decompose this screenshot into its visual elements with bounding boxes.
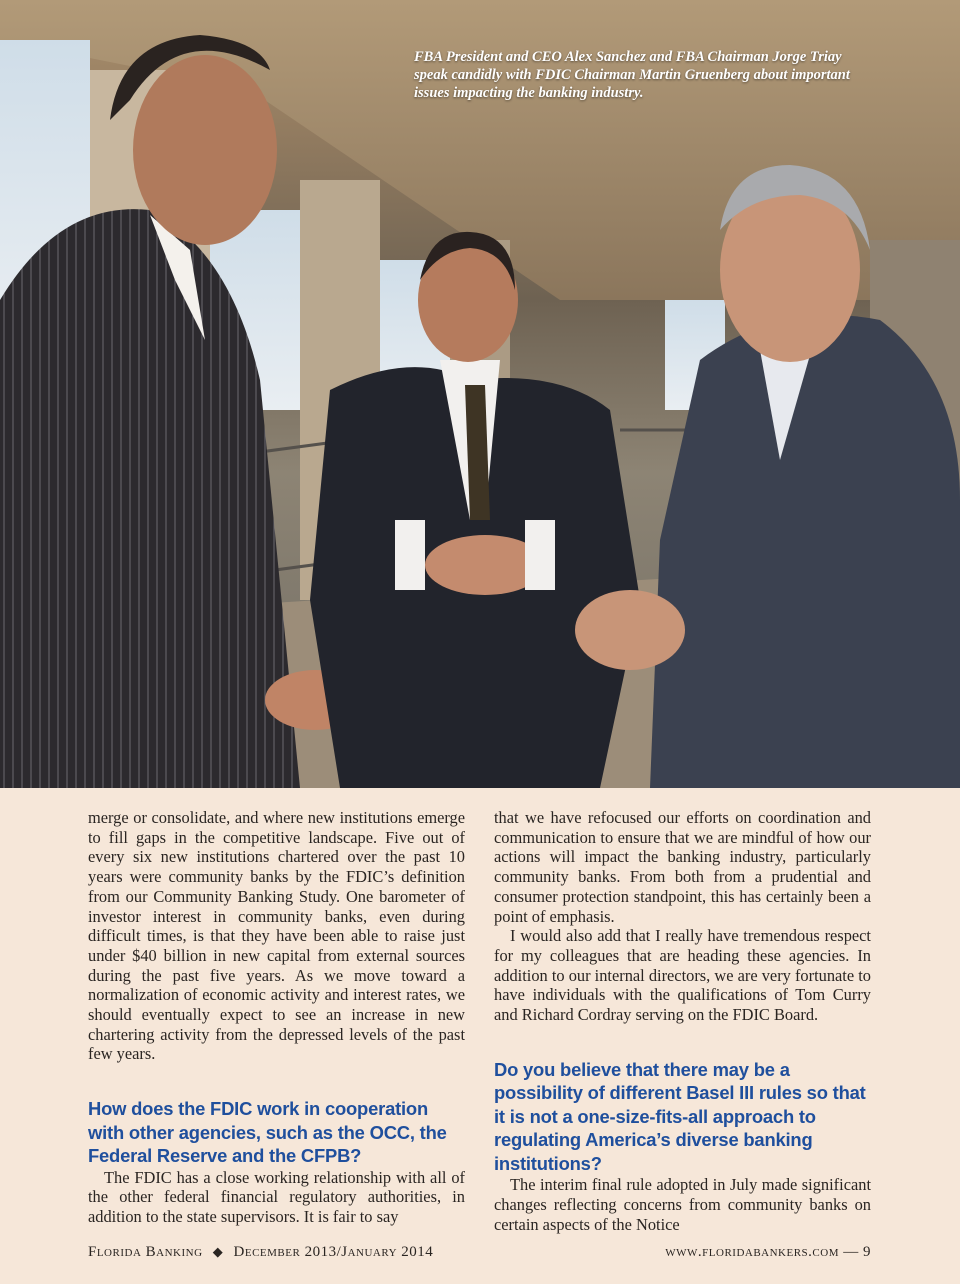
publication-name: Florida Banking	[88, 1244, 203, 1260]
website-link[interactable]: www.floridabankers.com	[665, 1244, 839, 1260]
left-column	[88, 808, 465, 1227]
body-paragraph: merge or consolidate, and where new institutions emerge to fill gaps in the competitive landscape. Five out of every six new institutions chartered over the past 10 years were community banks by the FDIC’s definition from our Community Banking Study. One barometer of investor interest in community banks, even during difficult times, is that they have been able to raise just under $40 billion in new capital from external sources during the past five years. As we move toward a normalization of economic activity and interest rates, we should eventually expect to see an increase in new chartering activity from the depressed levels of the past few years.	[88, 808, 465, 1064]
diamond-separator-icon: ◆	[212, 1244, 224, 1259]
right-column	[494, 808, 871, 1234]
page-number: 9	[863, 1244, 871, 1260]
question-heading: Do you believe that there may be a possibility of different Basel III rules so that it is not a one-size-fits-all approach to regulating America’s diverse banking institutions?	[494, 1058, 866, 1174]
issue-date: December 2013/January 2014	[233, 1244, 434, 1260]
footer-dash: —	[843, 1244, 859, 1260]
question-heading: How does the FDIC work in cooperation with other agencies, such as the OCC, the Federal Reserve and the CFPB?	[88, 1098, 447, 1167]
body-paragraph: I would also add that I really have tremendous respect for my colleagues that are heading these agencies. In addition to our internal directors, we are very fortunate to have individuals with the qualifications of Tom Curry and Richard Cordray serving on the FDIC Board.	[494, 926, 871, 1025]
body-paragraph: that we have refocused our efforts on coordination and communication to ensure that we are mindful of how our actions will impact the banking industry, particularly community banks. From both from a prudential and consumer protection standpoint, this has certainly been a point of emphasis.	[494, 808, 871, 926]
photo-caption: FBA President and CEO Alex Sanchez and FBA Chairman Jorge Triay speak candidly with FDIC Chairman Martin Gruenberg about important issues impacting the banking industry.	[414, 49, 850, 101]
body-paragraph: The interim final rule adopted in July made significant changes reflecting concerns from community banks on certain aspects of the Notice	[494, 1175, 871, 1234]
body-paragraph: The FDIC has a close working relationship with all of the other federal financial regulatory authorities, in addition to the state supervisors. It is fair to say	[88, 1167, 465, 1227]
